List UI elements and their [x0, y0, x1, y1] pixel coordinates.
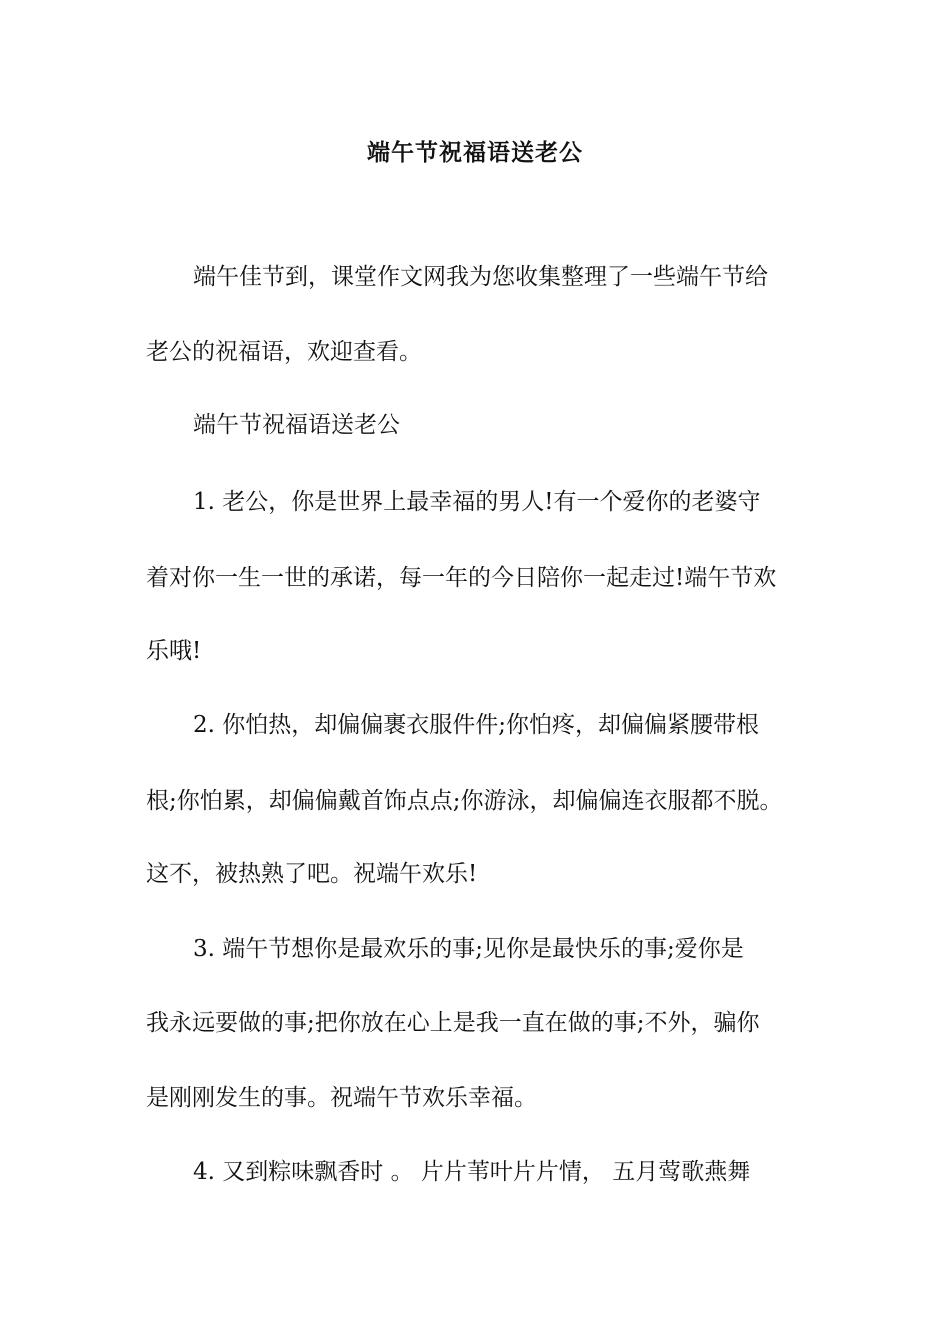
document-title: 端午节祝福语送老公	[367, 139, 583, 166]
paragraph-line: 端午佳节到，课堂作文网我为您收集整理了一些端午节给	[193, 264, 768, 290]
paragraph-line: 着对你一生一世的承诺，每一年的今日陪你一起走过!端午节欢	[146, 565, 777, 591]
paragraph-line: 根;你怕累，却偏偏戴首饰点点;你游泳，却偏偏连衣服都不脱。	[146, 788, 783, 814]
paragraph-line: 我永远要做的事;把你放在心上是我一直在做的事;不外，骗你	[146, 1010, 760, 1036]
section-heading: 端午节祝福语送老公	[193, 412, 400, 438]
paragraph-line: 3. 端午节想你是最欢乐的事;见你是最快乐的事;爱你是	[193, 936, 744, 962]
paragraph-line: 是刚刚发生的事。祝端午节欢乐幸福。	[146, 1085, 537, 1111]
paragraph-line: 4. 又到粽味飘香时 。 片片苇叶片片情， 五月莺歌燕舞	[193, 1159, 751, 1185]
paragraph-line: 乐哦!	[146, 638, 202, 664]
paragraph-line: 老公的祝福语，欢迎查看。	[146, 339, 422, 365]
paragraph-line: 2. 你怕热，却偏偏裹衣服件件;你怕疼，却偏偏紧腰带根	[193, 712, 760, 738]
paragraph-line: 1. 老公，你是世界上最幸福的男人!有一个爱你的老婆守	[193, 489, 761, 515]
paragraph-line: 这不，被热熟了吧。祝端午欢乐!	[146, 861, 478, 887]
